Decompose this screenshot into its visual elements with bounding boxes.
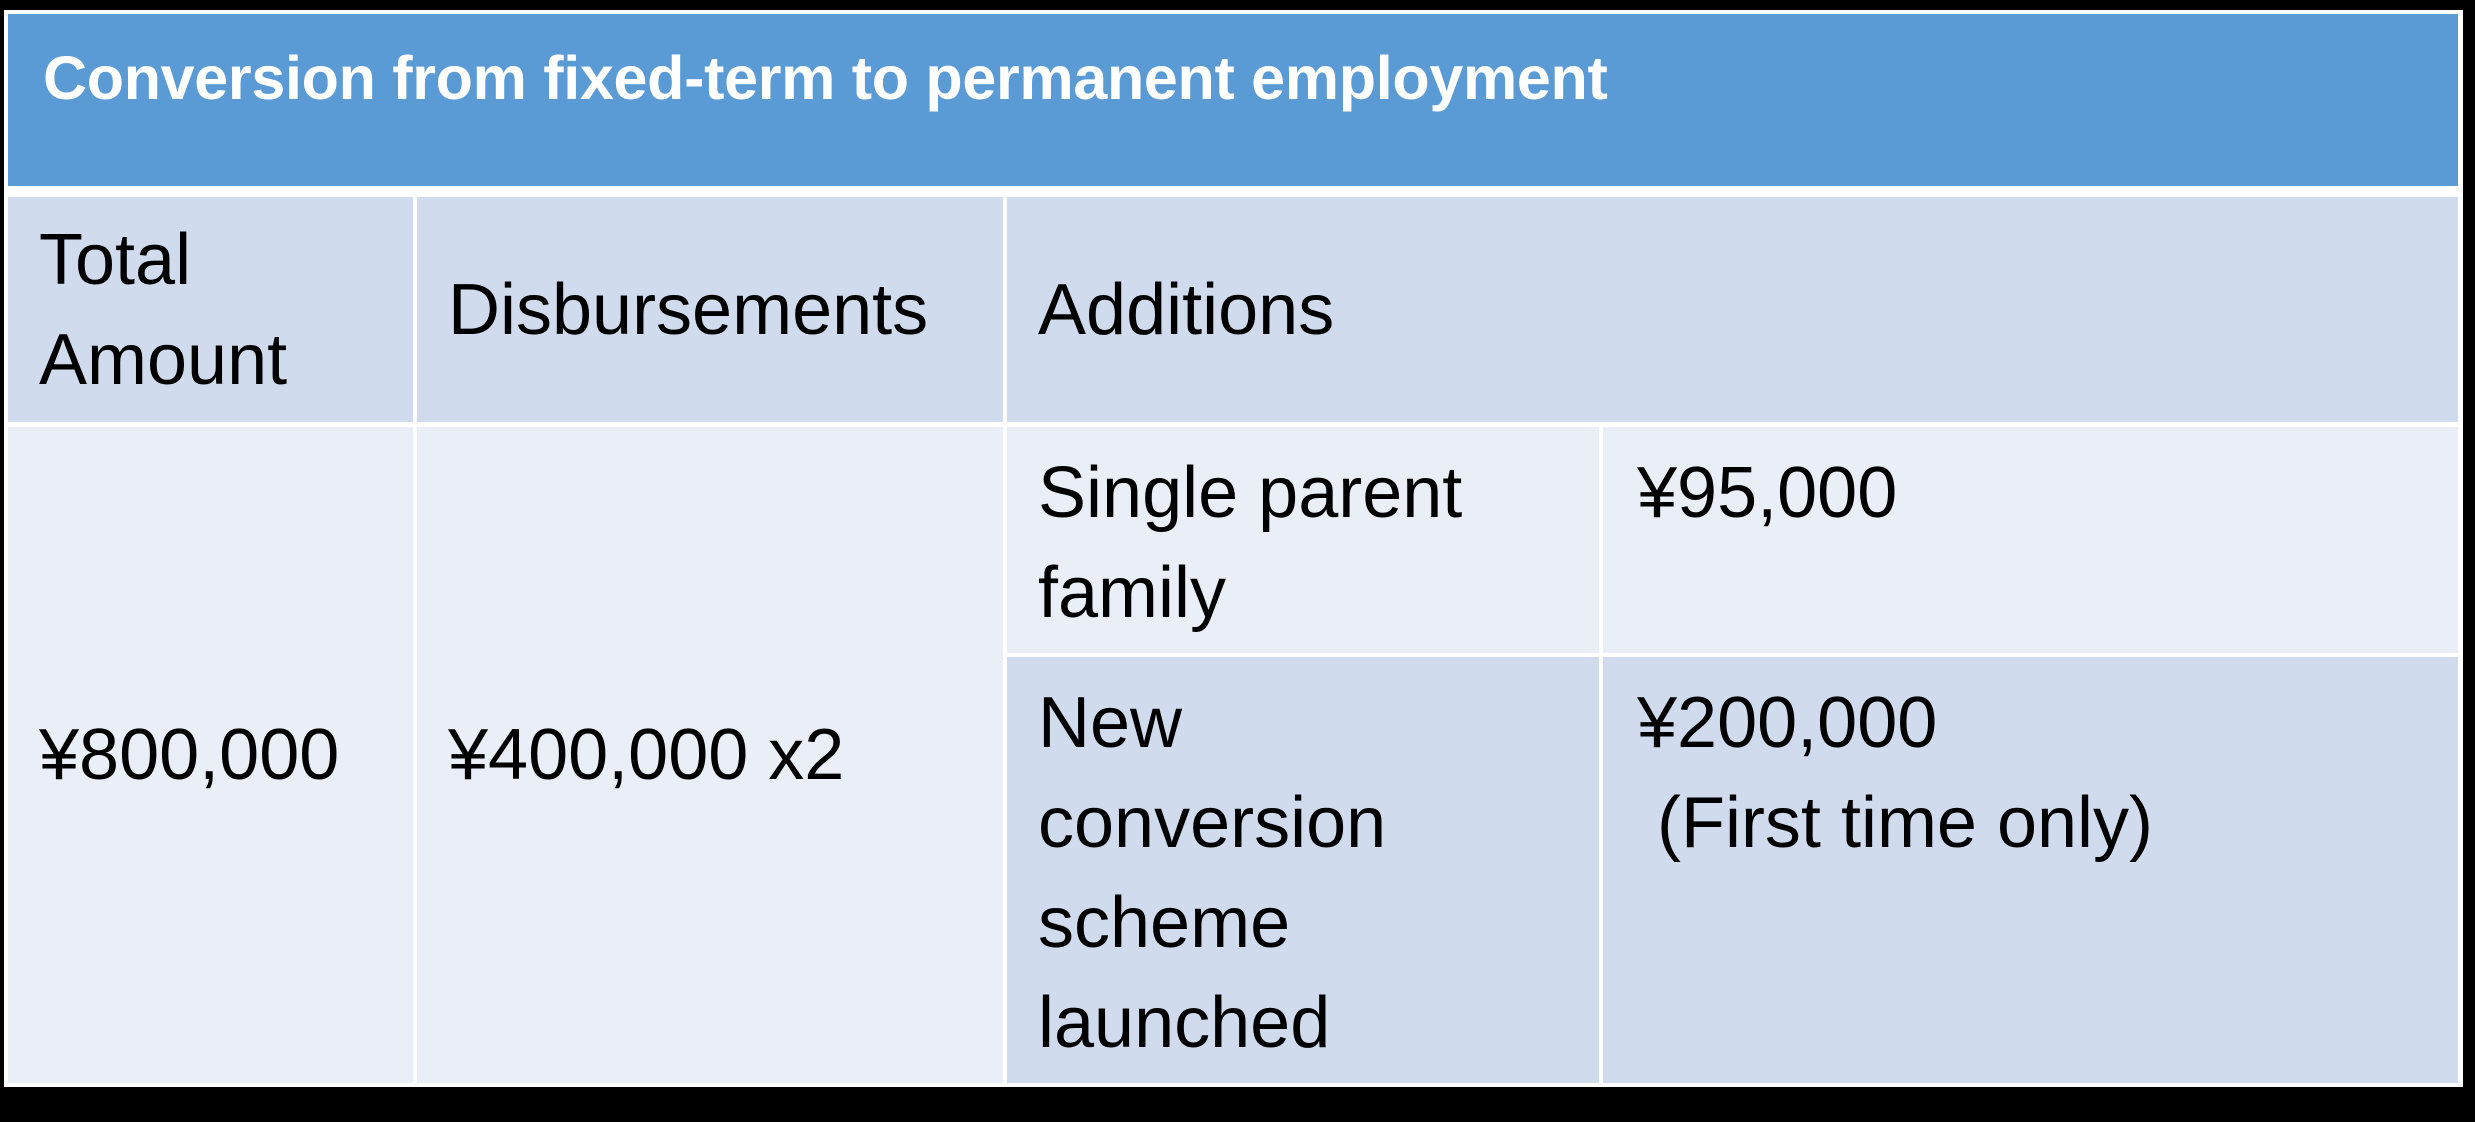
header-additions-label: Additions (1038, 269, 1335, 350)
table-title-bar (8, 14, 2458, 186)
addition-label-line: scheme (1038, 883, 1291, 963)
addition-label-line: family (1038, 553, 1227, 633)
addition-value-line: ¥200,000 (1637, 683, 1938, 763)
cell-addition-single-parent-label (1007, 427, 1599, 653)
addition-label-line: New (1038, 683, 1183, 763)
header-total-amount-line1: Total (39, 219, 192, 300)
disbursements-value: ¥400,000 x2 (448, 715, 845, 795)
addition-value-line: ¥95,000 (1637, 453, 1898, 533)
subsidy-table (4, 10, 2463, 1087)
addition-label-line: conversion (1038, 783, 1387, 863)
header-total-amount (8, 197, 413, 422)
cell-addition-single-parent-value (1603, 427, 2458, 653)
addition-label-line: Single parent (1038, 453, 1463, 533)
cell-addition-new-scheme-value (1603, 657, 2458, 1083)
table-title: Conversion from fixed-term to permanent employment (43, 44, 1608, 112)
header-total-amount-line2: Amount (39, 319, 288, 400)
cell-addition-new-scheme-label (1007, 657, 1599, 1083)
header-disbursements-label: Disbursements (448, 269, 929, 350)
total-amount-value: ¥800,000 (39, 715, 340, 795)
addition-value-note: (First time only) (1637, 783, 2154, 863)
cell-total-amount (8, 427, 413, 1083)
header-disbursements (417, 197, 1003, 422)
header-additions (1007, 197, 2458, 422)
addition-label-line: launched (1038, 983, 1331, 1063)
cell-disbursements (417, 427, 1003, 1083)
